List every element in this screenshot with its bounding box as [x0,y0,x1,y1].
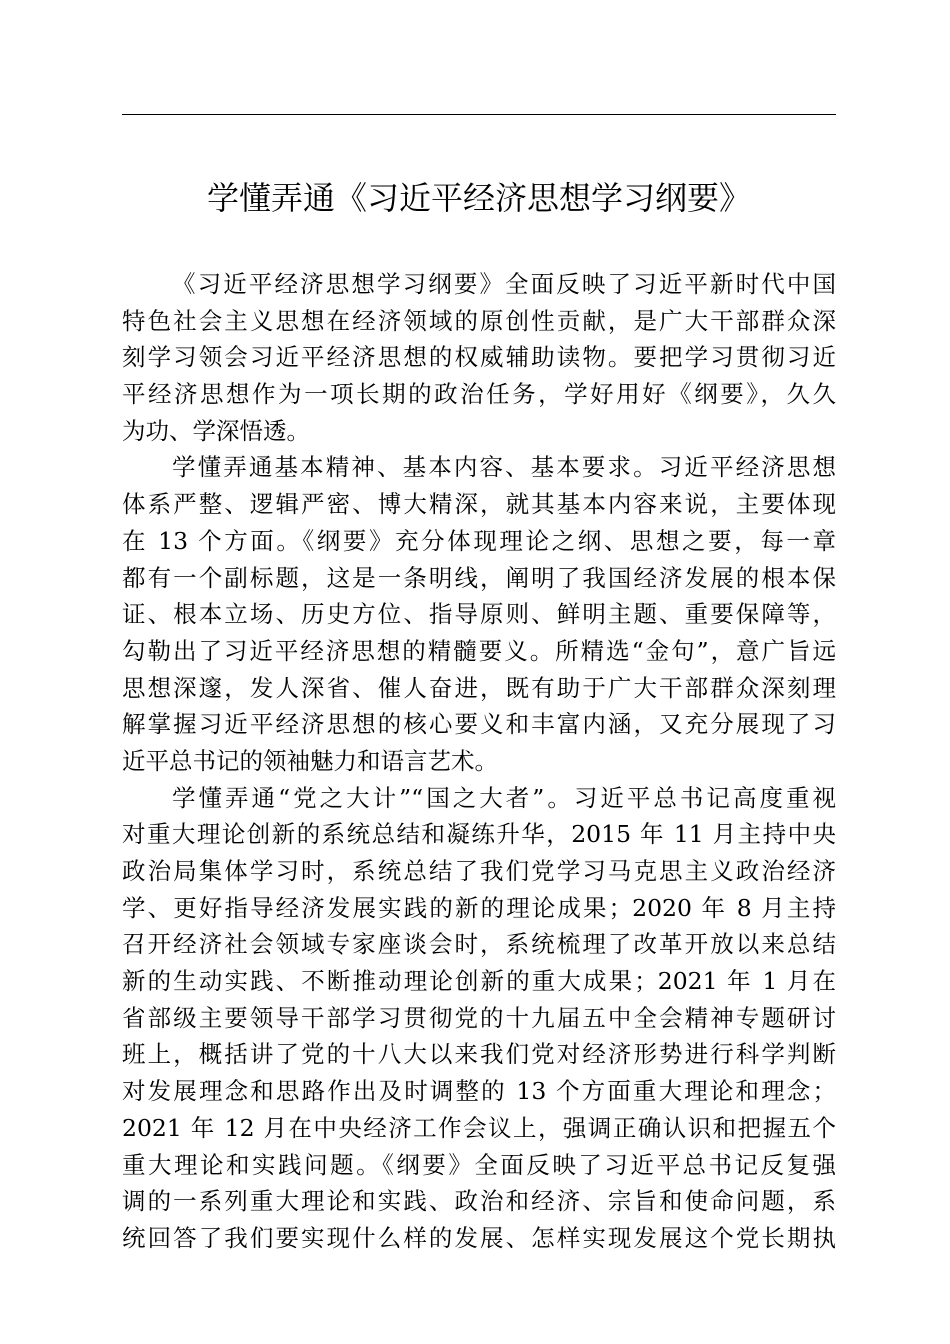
paragraph-3-line: 班上，概括讲了党的十八大以来我们党对经济形势进行科学判断 [122,1040,836,1069]
paragraph-3-line: 省部级主要领导干部学习贯彻党的十九届五中全会精神专题研讨 [122,1003,836,1032]
paragraph-2-line: 解掌握习近平经济思想的核心要义和丰富内涵，又充分展现了习 [122,710,836,739]
paragraph-3-line: 对重大理论创新的系统总结和凝练升华，2015 年 11 月主持中央 [122,820,836,849]
paragraph-2-line: 体系严整、逻辑严密、博大精深，就其基本内容来说，主要体现 [122,490,836,519]
header-rule [122,114,836,115]
paragraph-2-line: 都有一个副标题，这是一条明线，阐明了我国经济发展的根本保 [122,563,836,592]
paragraph-3-line: 重大理论和实践问题。《纲要》全面反映了习近平总书记反复强 [122,1150,836,1179]
paragraph-2-line: 证、根本立场、历史方位、指导原则、鲜明主题、重要保障等， [122,600,836,629]
document-body [122,266,836,1257]
paragraph-1-line: 为功、学深悟透。 [122,416,310,445]
paragraph-1-line: 《习近平经济思想学习纲要》全面反映了习近平新时代中国 [172,270,836,298]
paragraph-3-line: 新的生动实践、不断推动理论创新的重大成果；2021 年 1 月在 [122,967,836,996]
paragraph-3-line: 学、更好指导经济发展实践的新的理论成果；2020 年 8 月主持 [122,893,836,922]
paragraph-2-line: 思想深邃，发人深省、催人奋进，既有助于广大干部群众深刻理 [122,673,836,702]
paragraph-3-line: 政治局集体学习时，系统总结了我们党学习马克思主义政治经济 [122,857,836,885]
paragraph-3-line: 统回答了我们要实现什么样的发展、怎样实现发展这个党长期执 [122,1223,836,1252]
paragraph-2-line: 学懂弄通基本精神、基本内容、基本要求。习近平经济思想 [172,453,836,482]
document-title: 学懂弄通《习近平经济思想学习纲要》 [206,179,751,217]
paragraph-3-line: 学懂弄通“党之大计”“国之大者”。习近平总书记高度重视 [172,783,836,812]
paragraph-2-line: 勾勒出了习近平经济思想的精髓要义。所精选“金句”，意广旨远 [122,636,836,665]
paragraph-1-line: 平经济思想作为一项长期的政治任务，学好用好《纲要》，久久 [122,380,836,409]
paragraph-3-line: 2021 年 12 月在中央经济工作会议上，强调正确认识和把握五个 [122,1113,836,1142]
paragraph-1-line: 刻学习领会习近平经济思想的权威辅助读物。要把学习贯彻习近 [122,343,836,372]
paragraph-3-line: 对发展理念和思路作出及时调整的 13 个方面重大理论和理念； [122,1077,836,1106]
paragraph-1-line: 特色社会主义思想在经济领域的原创性贡献，是广大干部群众深 [122,306,836,335]
paragraph-2-line: 近平总书记的领袖魅力和语言艺术。 [122,746,498,775]
paragraph-3-line: 召开经济社会领域专家座谈会时，系统梳理了改革开放以来总结 [122,930,836,959]
paragraph-2-line: 在 13 个方面。《纲要》充分体现理论之纲、思想之要，每一章 [122,526,836,555]
paragraph-3-line: 调的一系列重大理论和实践、政治和经济、宗旨和使命问题，系 [122,1187,836,1216]
